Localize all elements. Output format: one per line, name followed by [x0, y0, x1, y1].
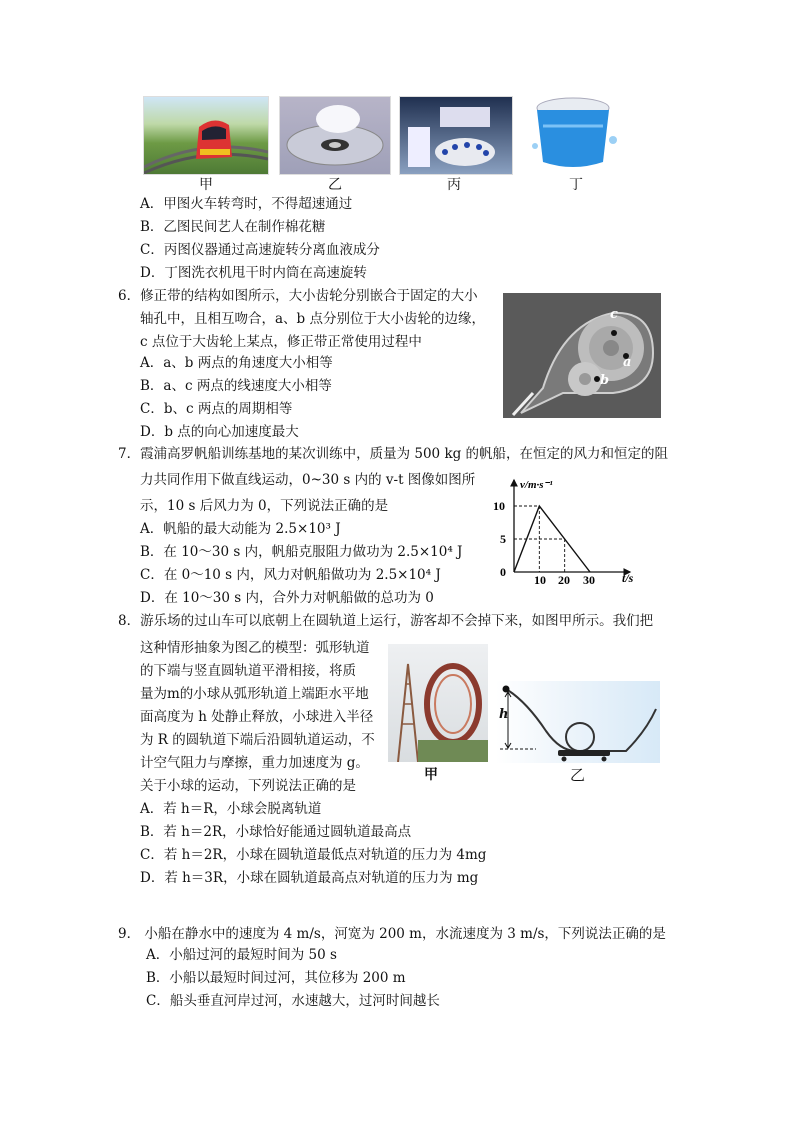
q5-option-b: B．乙图民间艺人在制作棉花糖	[140, 219, 326, 235]
caption-fig-yi: 乙	[570, 766, 586, 784]
q6-option-d: D．b 点的向心加速度最大	[140, 424, 299, 440]
vt-chart	[490, 472, 650, 590]
x-tick-30: 30	[583, 573, 595, 587]
q6-option-a: A．a、b 两点的角速度大小相等	[140, 355, 333, 371]
figure-label-c: c	[610, 307, 618, 322]
q8-stem-6: 为 R 的圆轨道下端后沿圆轨道运动，不	[140, 732, 375, 748]
q9-option-b: B．小船以最短时间过河，其位移为 200 m	[146, 970, 406, 986]
cotton-candy-photo	[279, 96, 391, 175]
x-axis-label: t/s	[622, 571, 634, 585]
figure-label-a: a	[623, 355, 632, 370]
q8-stem-3: 的下端与竖直圆轨道平滑相接，将质	[140, 663, 356, 679]
x-tick-10: 10	[534, 573, 546, 587]
q7-stem-1: 7．霞浦高罗帆船训练基地的某次训练中，质量为 500 kg 的帆船，在恒定的风力和恒定的阻	[118, 446, 669, 462]
q8-option-b: B．若 h＝2R，小球恰好能通过圆轨道最高点	[140, 824, 412, 840]
x-tick-20: 20	[558, 573, 570, 587]
q9-option-c: C．船头垂直河岸过河，水速越大，过河时间越长	[146, 993, 440, 1009]
q8-option-d: D．若 h＝3R，小球在圆轨道最高点对轨道的压力为 mg	[140, 870, 479, 886]
q6-stem-2: 轴孔中，且相互吻合，a、b 点分别位于大小齿轮的边缘，	[140, 311, 485, 327]
train-photo	[143, 96, 269, 175]
q8-option-a: A．若 h＝R，小球会脱离轨道	[140, 801, 322, 817]
figure-label-b: b	[600, 373, 610, 388]
q9-stem: 9． 小船在静水中的速度为 4 m/s，河宽为 200 m，水流速度为 3 m/s，下列说法正确的是	[118, 926, 666, 942]
caption-fig-jia: 甲	[424, 767, 438, 783]
y-tick-10: 10	[493, 499, 505, 513]
q5-option-c: C．丙图仪器通过高速旋转分离血液成分	[140, 242, 380, 258]
caption-jia: 甲	[199, 177, 213, 193]
caption-ding: 丁	[569, 177, 583, 193]
q8-stem-5: 面高度为 h 处静止释放，小球进入半径	[140, 709, 374, 725]
y-tick-5: 5	[500, 532, 506, 546]
y-axis-label: v/m·s⁻¹	[520, 479, 553, 491]
q8-stem-2: 这种情形抽象为图乙的模型：弧形轨道	[140, 640, 370, 656]
washing-machine-photo	[523, 96, 623, 173]
q7-option-c: C．在 0～10 s 内，风力对帆船做功为 2.5×10⁴ J	[140, 567, 441, 583]
q6-option-b: B．a、c 两点的线速度大小相等	[140, 378, 332, 394]
q7-stem-3: 示，10 s 后风力为 0，下列说法正确的是	[140, 498, 389, 514]
caption-yi: 乙	[328, 177, 342, 193]
q6-stem-3: c 点位于大齿轮上某点，修正带正常使用过程中	[140, 334, 422, 350]
q7-option-b: B．在 10～30 s 内，帆船克服阻力做功为 2.5×10⁴ J	[140, 544, 463, 560]
origin-label: 0	[500, 565, 506, 579]
track-model-figure	[496, 681, 660, 763]
height-label: h	[499, 707, 509, 722]
correction-tape-figure	[503, 293, 661, 418]
roller-coaster-photo	[388, 644, 488, 762]
q6-option-c: C．b、c 两点的周期相等	[140, 401, 293, 417]
q8-stem-1: 8．游乐场的过山车可以底朝上在圆轨道上运行，游客却不会掉下来，如图甲所示。我们把	[118, 613, 654, 629]
caption-bing: 丙	[447, 177, 461, 193]
q8-option-c: C．若 h＝2R，小球在圆轨道最低点对轨道的压力为 4mg	[140, 847, 487, 863]
q7-option-d: D．在 10～30 s 内，合外力对帆船做的总功为 0	[140, 590, 434, 606]
q5-option-d: D．丁图洗衣机甩干时内筒在高速旋转	[140, 265, 367, 281]
q7-option-a: A．帆船的最大动能为 2.5×10³ J	[140, 521, 341, 537]
centrifuge-photo	[399, 96, 513, 175]
q6-stem-1: 6．修正带的结构如图所示，大小齿轮分别嵌合于固定的大小	[118, 288, 478, 304]
q8-stem-7: 计空气阻力与摩擦，重力加速度为 g。	[140, 755, 369, 771]
q8-stem-8: 关于小球的运动，下列说法正确的是	[140, 778, 356, 794]
q7-stem-2: 力共同作用下做直线运动，0~30 s 内的 v-t 图像如图所	[140, 472, 476, 488]
q9-option-a: A．小船过河的最短时间为 50 s	[146, 947, 337, 963]
q8-stem-4: 量为m的小球从弧形轨道上端距水平地	[140, 686, 369, 702]
q5-option-a: A．甲图火车转弯时，不得超速通过	[140, 196, 353, 212]
